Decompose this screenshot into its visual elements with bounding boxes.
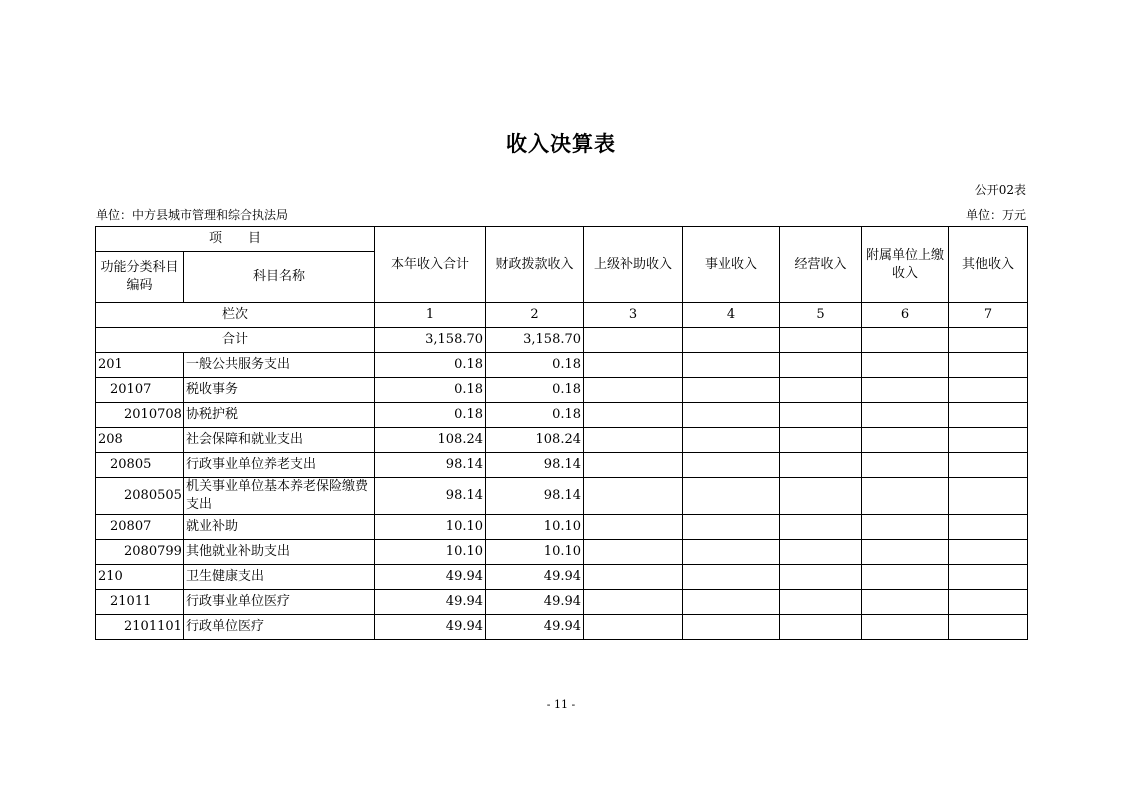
income-table [95,226,1028,640]
row-value-2: 49.94 [486,615,584,640]
row-code: 20805 [96,453,184,478]
empty-cell [862,515,949,540]
row-name: 就业补助 [184,515,375,540]
header-item: 项 目 [96,227,375,252]
header-col-6: 附属单位上缴收入 [862,227,949,303]
empty-cell [683,565,780,590]
empty-cell [683,540,780,565]
row-name: 一般公共服务支出 [184,353,375,378]
row-code: 2101101 [96,615,184,640]
empty-cell [780,378,862,403]
index-num: 1 [375,303,486,328]
empty-cell [683,515,780,540]
table-row [96,428,1028,453]
form-number: 公开02表 [974,183,1026,197]
empty-cell [949,615,1028,640]
index-num: 5 [780,303,862,328]
row-code: 20107 [96,378,184,403]
row-code: 201 [96,353,184,378]
row-code: 20807 [96,515,184,540]
empty-cell [683,403,780,428]
empty-cell [780,403,862,428]
empty-cell [584,590,683,615]
empty-cell [584,515,683,540]
empty-cell [683,428,780,453]
page-title: 收入决算表 [506,131,616,156]
empty-cell [949,478,1028,515]
row-value-2: 108.24 [486,428,584,453]
empty-cell [584,478,683,515]
empty-cell [584,328,683,353]
table-row [96,565,1028,590]
table-row [96,403,1028,428]
empty-cell [780,515,862,540]
index-num: 6 [862,303,949,328]
empty-cell [780,590,862,615]
empty-cell [780,565,862,590]
empty-cell [949,378,1028,403]
empty-cell [862,478,949,515]
index-num: 7 [949,303,1028,328]
empty-cell [683,478,780,515]
row-code: 208 [96,428,184,453]
empty-cell [584,378,683,403]
index-row [96,303,1028,328]
empty-cell [780,615,862,640]
row-name: 卫生健康支出 [184,565,375,590]
total-row [96,328,1028,353]
row-value-2: 0.18 [486,353,584,378]
header-col-1: 本年收入合计 [375,227,486,303]
row-value-1: 49.94 [375,615,486,640]
row-name: 机关事业单位基本养老保险缴费支出 [184,478,375,515]
empty-cell [862,615,949,640]
row-value-1: 0.18 [375,403,486,428]
row-value-1: 10.10 [375,540,486,565]
row-code: 210 [96,565,184,590]
header-col-5: 经营收入 [780,227,862,303]
table-row [96,478,1028,515]
row-value-2: 98.14 [486,453,584,478]
table-row [96,378,1028,403]
empty-cell [862,453,949,478]
empty-cell [584,403,683,428]
row-name: 行政事业单位医疗 [184,590,375,615]
row-value-2: 49.94 [486,590,584,615]
empty-cell [862,403,949,428]
empty-cell [862,540,949,565]
empty-cell [584,615,683,640]
header-row-1 [96,227,1028,252]
table-row [96,453,1028,478]
row-code: 2080505 [96,478,184,515]
empty-cell [683,378,780,403]
row-value-2: 10.10 [486,515,584,540]
empty-cell [780,353,862,378]
row-name: 行政事业单位养老支出 [184,453,375,478]
row-code: 21011 [96,590,184,615]
empty-cell [949,403,1028,428]
empty-cell [683,590,780,615]
row-name: 协税护税 [184,403,375,428]
empty-cell [949,353,1028,378]
page-number: - 11 - [546,698,576,711]
row-value-2: 0.18 [486,403,584,428]
empty-cell [683,615,780,640]
empty-cell [949,565,1028,590]
empty-cell [683,353,780,378]
empty-cell [949,453,1028,478]
empty-cell [780,453,862,478]
empty-cell [683,328,780,353]
empty-cell [949,590,1028,615]
row-value-1: 0.18 [375,353,486,378]
table-row [96,515,1028,540]
empty-cell [584,353,683,378]
empty-cell [862,353,949,378]
row-value-2: 98.14 [486,478,584,515]
row-name: 税收事务 [184,378,375,403]
empty-cell [780,540,862,565]
total-label: 合计 [96,328,375,353]
empty-cell [862,328,949,353]
row-value-2: 0.18 [486,378,584,403]
empty-cell [862,565,949,590]
empty-cell [683,453,780,478]
header-col-7: 其他收入 [949,227,1028,303]
header-col-2: 财政拨款收入 [486,227,584,303]
index-num: 3 [584,303,683,328]
empty-cell [584,453,683,478]
row-value-1: 10.10 [375,515,486,540]
empty-cell [780,428,862,453]
table-row [96,590,1028,615]
header-func-code: 功能分类科目编码 [96,252,184,303]
row-code: 2010708 [96,403,184,428]
currency-unit: 单位：万元 [965,208,1026,222]
row-value-1: 98.14 [375,453,486,478]
empty-cell [584,540,683,565]
empty-cell [949,515,1028,540]
empty-cell [780,328,862,353]
row-value-1: 0.18 [375,378,486,403]
header-col-4: 事业收入 [683,227,780,303]
row-value-2: 49.94 [486,565,584,590]
index-num: 4 [683,303,780,328]
row-name: 行政单位医疗 [184,615,375,640]
reporting-unit: 单位：中方县城市管理和综合执法局 [96,208,289,222]
empty-cell [949,328,1028,353]
row-code: 2080799 [96,540,184,565]
table-row [96,540,1028,565]
index-num: 2 [486,303,584,328]
empty-cell [862,378,949,403]
empty-cell [949,540,1028,565]
table-row [96,353,1028,378]
row-value-1: 49.94 [375,565,486,590]
row-value-1: 98.14 [375,478,486,515]
total-value-1: 3,158.70 [375,328,486,353]
empty-cell [584,565,683,590]
row-name: 其他就业补助支出 [184,540,375,565]
row-value-1: 108.24 [375,428,486,453]
empty-cell [949,428,1028,453]
index-label: 栏次 [96,303,375,328]
empty-cell [862,428,949,453]
total-value-2: 3,158.70 [486,328,584,353]
header-subject-name: 科目名称 [184,252,375,303]
table-row [96,615,1028,640]
row-name: 社会保障和就业支出 [184,428,375,453]
row-value-2: 10.10 [486,540,584,565]
empty-cell [584,428,683,453]
row-value-1: 49.94 [375,590,486,615]
header-col-3: 上级补助收入 [584,227,683,303]
empty-cell [780,478,862,515]
empty-cell [862,590,949,615]
